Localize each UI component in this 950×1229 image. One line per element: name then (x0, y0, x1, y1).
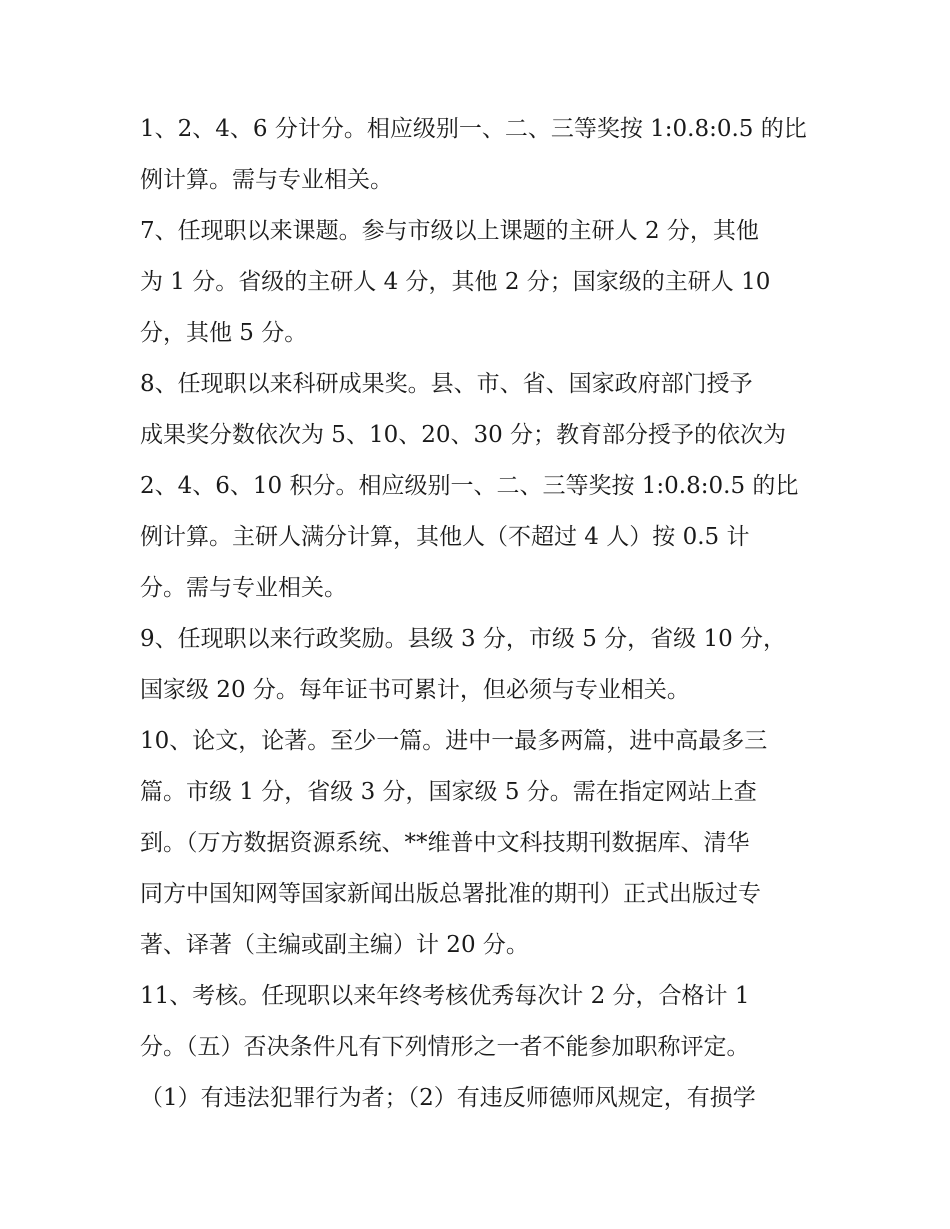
text-line: 7、任现职以来课题。参与市级以上课题的主研人 2 分，其他 (140, 218, 759, 244)
text-line: 成果奖分数依次为 5、10、20、30 分；教育部分授予的依次为 (140, 422, 787, 448)
text-line: 到。（万方数据资源系统、**维普中文科技期刊数据库、清华 (140, 830, 750, 856)
text-line: 10、论文，论著。至少一篇。进中一最多两篇，进中高最多三 (140, 728, 768, 754)
text-line: 著、译著（主编或副主编）计 20 分。 (140, 932, 529, 958)
document-body (140, 104, 820, 1124)
text-line: 例计算。需与专业相关。 (140, 167, 393, 193)
text-line: 2、4、6、10 积分。相应级别一、二、三等奖按 1:0.8:0.5 的比 (140, 473, 799, 499)
text-line: 分。需与专业相关。 (140, 575, 347, 601)
text-line: 例计算。主研人满分计算，其他人（不超过 4 人）按 0.5 计 (140, 524, 750, 550)
text-line: 篇。市级 1 分，省级 3 分，国家级 5 分。需在指定网站上查 (140, 779, 757, 805)
text-line: 国家级 20 分。每年证书可累计，但必须与专业相关。 (140, 677, 690, 703)
text-line: 11、考核。任现职以来年终考核优秀每次计 2 分，合格计 1 (140, 983, 750, 1009)
text-line: （1）有违法犯罪行为者；（2）有违反师德师风规定，有损学 (140, 1085, 756, 1111)
text-line: 8、任现职以来科研成果奖。县、市、省、国家政府部门授予 (140, 371, 753, 397)
text-line: 分，其他 5 分。 (140, 320, 308, 346)
text-line: 为 1 分。省级的主研人 4 分，其他 2 分；国家级的主研人 10 (140, 269, 771, 295)
text-line: 1、2、4、6 分计分。相应级别一、二、三等奖按 1:0.8:0.5 的比 (140, 116, 807, 142)
text-line: 9、任现职以来行政奖励。县级 3 分，市级 5 分，省级 10 分， (140, 626, 787, 652)
text-line: 同方中国知网等国家新闻出版总署批准的期刊）正式出版过专 (140, 881, 761, 907)
text-line: 分。（五）否决条件凡有下列情形之一者不能参加职称评定。 (140, 1034, 750, 1060)
